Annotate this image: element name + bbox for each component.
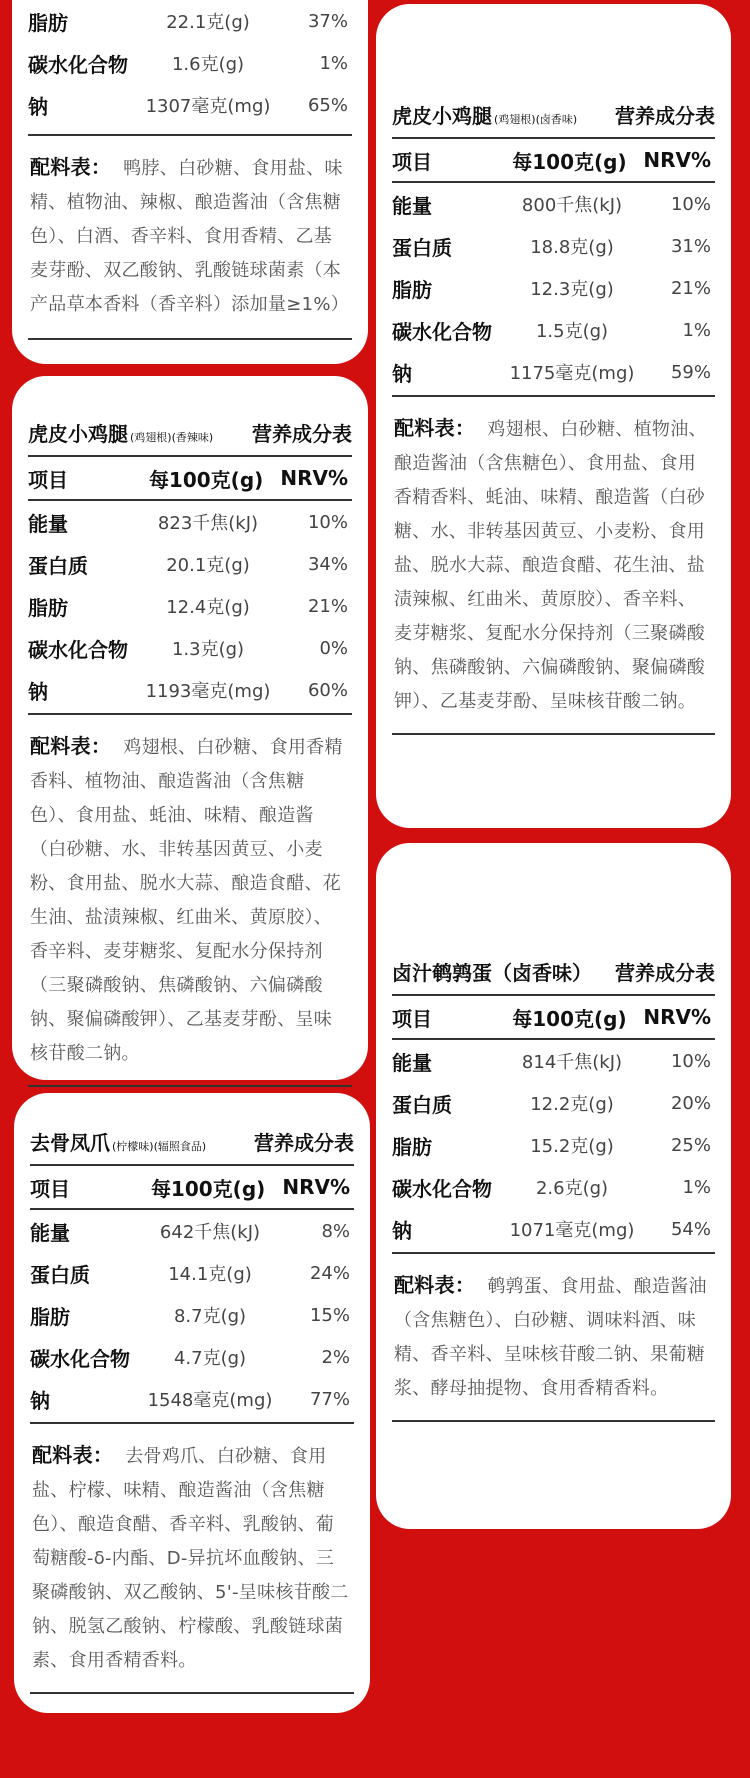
- nutrient-value: 1071毫克(mg): [509, 1220, 635, 1241]
- nutrient-row: [30, 1252, 354, 1294]
- nutrient-row: [28, 585, 352, 627]
- nutrient-name: 碳水化合物: [28, 52, 128, 77]
- nutrient-nrv: 2%: [321, 1346, 350, 1368]
- nutrient-name: 蛋白质: [30, 1262, 90, 1287]
- divider: [28, 134, 352, 136]
- ingredients-text: 鹌鹑蛋、食用盐、酿造酱油（含焦糖色）、白砂糖、调味料酒、味精、香辛料、呈味核苷酸二钠、果葡糖浆、酵母抽提物、食用香精香料。: [394, 1276, 707, 1399]
- ingredients-text: 鸡翅根、白砂糖、食用香精香料、植物油、酿造酱油（含焦糖色）、食用盐、蚝油、味精、酿造酱（白砂糖、水、非转基因黄豆、小麦粉、食用盐、脱水大蒜、酿造食醋、花生油、盐渍辣椒、红曲米、黄原胶）、香辛料、麦芽糖浆、复配水分保持剂（三聚磷酸钠、焦磷酸钠、六偏磷酸钠、聚偏磷酸钾）、乙基麦芽酚、呈味核苷酸二钠。: [30, 737, 343, 1064]
- nutrient-row: [30, 1336, 354, 1378]
- nutrient-row: [28, 42, 352, 84]
- nutrient-row: [392, 1082, 715, 1124]
- product-name: 去骨凤爪: [30, 1131, 110, 1155]
- nutrient-name: 脂肪: [28, 595, 68, 620]
- ingredients-label: 配料表：: [30, 734, 112, 758]
- nutrient-name: 脂肪: [30, 1304, 70, 1329]
- product-name: 虎皮小鸡腿: [28, 422, 128, 446]
- nutrient-name: 碳水化合物: [30, 1346, 130, 1371]
- nutrient-name: 碳水化合物: [28, 637, 128, 662]
- nutrient-row: [392, 1040, 715, 1082]
- ingredients-block: [30, 1438, 354, 1678]
- nutrient-value: 1548毫克(mg): [147, 1390, 273, 1411]
- nutrition-card-quail-eggs: [376, 843, 731, 1529]
- nutrient-nrv: 0%: [319, 637, 348, 659]
- table-title: 营养成分表: [615, 104, 715, 128]
- nutrient-value: 20.1克(g): [166, 555, 250, 576]
- nutrient-nrv: 21%: [307, 595, 348, 617]
- divider: [392, 733, 715, 735]
- nutrient-nrv: 54%: [670, 1218, 711, 1240]
- card-title: [392, 957, 715, 986]
- product-subtitle: (鸡翅根)(卤香味): [494, 113, 578, 126]
- nutrient-row: [392, 225, 715, 267]
- ingredients-label: 配料表：: [30, 155, 112, 179]
- nutrient-name: 碳水化合物: [392, 1176, 492, 1201]
- ingredients-text: 去骨鸡爪、白砂糖、食用盐、柠檬、味精、酿造酱油（含焦糖色）、酿造食醋、香辛料、乳酸钠、葡萄糖酸-δ-内酯、D-异抗坏血酸钠、三聚磷酸钠、双乙酸钠、5'-呈味核苷酸二钠、脱氢乙酸钠、柠檬酸、乳酸链球菌素、食用香精香料。: [32, 1446, 349, 1671]
- nutrient-nrv: 1%: [319, 52, 348, 74]
- nutrient-nrv: 1%: [682, 319, 711, 341]
- nutrient-row: [28, 669, 352, 711]
- col-per100: 每100克(g): [512, 149, 627, 174]
- nutrient-value: 814千焦(kJ): [521, 1052, 623, 1073]
- nutrient-nrv: 21%: [670, 277, 711, 299]
- nutrient-row: [30, 1378, 354, 1420]
- card-title: [28, 418, 352, 447]
- product-name: 卤汁鹌鹑蛋（卤香味）: [392, 961, 592, 985]
- table-title: 营养成分表: [254, 1131, 354, 1155]
- nutrient-value: 1.3克(g): [171, 639, 245, 660]
- nutrient-name: 能量: [392, 1050, 432, 1075]
- divider: [392, 395, 715, 397]
- nutrient-value: 823千焦(kJ): [157, 513, 259, 534]
- ingredients-block: [28, 150, 352, 322]
- col-item: 项目: [392, 1006, 432, 1031]
- nutrient-name: 能量: [28, 511, 68, 536]
- nutrient-value: 12.2克(g): [530, 1094, 614, 1115]
- nutrient-value: 18.8克(g): [530, 237, 614, 258]
- nutrient-nrv: 65%: [307, 94, 348, 116]
- divider: [28, 713, 352, 715]
- nutrient-nrv: 1%: [682, 1176, 711, 1198]
- table-title: 营养成分表: [252, 422, 352, 446]
- nutrient-name: 钠: [28, 679, 48, 704]
- card-title: [30, 1127, 354, 1156]
- nutrient-value: 22.1克(g): [166, 12, 250, 33]
- nutrition-card-deboned-feet: [14, 1093, 370, 1713]
- nutrient-nrv: 10%: [670, 1050, 711, 1072]
- nutrient-value: 12.4克(g): [166, 597, 250, 618]
- ingredients-text: 鸡翅根、白砂糖、植物油、酿造酱油（含焦糖色）、食用盐、食用香精香料、蚝油、味精、酿造酱（白砂糖、水、非转基因黄豆、小麦粉、食用盐、脱水大蒜、酿造食醋、花生油、盐渍辣椒、红曲米、黄原胶）、香辛料、麦芽糖浆、复配水分保持剂（三聚磷酸钠、焦磷酸钠、六偏磷酸钠、聚偏磷酸钾）、乙基麦芽酚、呈味核苷酸二钠。: [394, 419, 707, 712]
- nutrient-name: 能量: [30, 1220, 70, 1245]
- col-item: 项目: [28, 467, 68, 492]
- col-nrv: NRV%: [280, 466, 348, 490]
- table-header: [30, 1166, 354, 1208]
- nutrient-nrv: 31%: [670, 235, 711, 257]
- divider: [28, 1085, 352, 1087]
- nutrient-name: 钠: [392, 361, 412, 386]
- table-header: [392, 139, 715, 181]
- divider: [30, 1422, 354, 1424]
- nutrient-value: 800千焦(kJ): [521, 195, 623, 216]
- nutrient-name: 碳水化合物: [392, 319, 492, 344]
- product-subtitle: (柠檬味)(辐照食品): [112, 1140, 207, 1153]
- nutrition-card-chicken-spicy: [12, 376, 368, 1080]
- nutrient-row: [392, 183, 715, 225]
- divider: [28, 338, 352, 340]
- nutrient-row: [392, 267, 715, 309]
- table-title: 营养成分表: [615, 961, 715, 985]
- col-item: 项目: [30, 1176, 70, 1201]
- nutrient-row: [28, 501, 352, 543]
- nutrient-value: 2.6克(g): [535, 1178, 609, 1199]
- nutrient-nrv: 60%: [307, 679, 348, 701]
- nutrient-row: [392, 1166, 715, 1208]
- nutrient-name: 脂肪: [28, 10, 68, 35]
- col-per100: 每100克(g): [148, 467, 264, 492]
- card-title: [392, 100, 715, 129]
- nutrient-value: 8.7克(g): [173, 1306, 247, 1327]
- col-nrv: NRV%: [643, 1005, 711, 1029]
- nutrient-nrv: 77%: [309, 1388, 350, 1410]
- nutrient-value: 1.5克(g): [535, 321, 609, 342]
- nutrient-value: 12.3克(g): [530, 279, 614, 300]
- nutrient-name: 脂肪: [392, 1134, 432, 1159]
- divider: [392, 1420, 715, 1422]
- nutrient-row: [30, 1294, 354, 1336]
- nutrient-name: 蛋白质: [392, 235, 452, 260]
- nutrition-card-duck-neck: [12, 0, 368, 364]
- ingredients-label: 配料表：: [394, 416, 476, 440]
- ingredients-block: [28, 729, 352, 1071]
- ingredients-label: 配料表：: [32, 1443, 114, 1467]
- nutrient-row: [392, 351, 715, 393]
- nutrient-nrv: 24%: [309, 1262, 350, 1284]
- nutrient-value: 1.6克(g): [171, 54, 245, 75]
- nutrient-row: [392, 309, 715, 351]
- nutrient-name: 能量: [392, 193, 432, 218]
- divider: [30, 1692, 354, 1694]
- nutrient-value: 1307毫克(mg): [145, 96, 271, 117]
- ingredients-text: 鸭脖、白砂糖、食用盐、味精、植物油、辣椒、酿造酱油（含焦糖色）、白酒、香辛料、食用香精、乙基麦芽酚、双乙酸钠、乳酸链球菌素（本产品草本香料（香辛料）添加量≥1%）: [30, 158, 350, 315]
- table-header: [28, 457, 352, 499]
- nutrient-nrv: 59%: [670, 361, 711, 383]
- ingredients-block: [392, 411, 715, 719]
- nutrient-row: [392, 1124, 715, 1166]
- nutrient-nrv: 20%: [670, 1092, 711, 1114]
- product-subtitle: (鸡翅根)(香辣味): [130, 431, 214, 444]
- nutrient-row: [28, 0, 352, 42]
- nutrient-name: 钠: [392, 1218, 412, 1243]
- nutrient-row: [28, 84, 352, 126]
- nutrient-row: [28, 627, 352, 669]
- nutrient-nrv: 8%: [321, 1220, 350, 1242]
- nutrient-name: 钠: [28, 94, 48, 119]
- nutrient-row: [30, 1210, 354, 1252]
- nutrient-name: 蛋白质: [392, 1092, 452, 1117]
- nutrition-card-chicken-braised: [376, 4, 731, 828]
- divider: [392, 1252, 715, 1254]
- col-item: 项目: [392, 149, 432, 174]
- ingredients-block: [392, 1268, 715, 1406]
- nutrient-nrv: 10%: [307, 511, 348, 533]
- nutrient-name: 钠: [30, 1388, 50, 1413]
- nutrient-value: 1175毫克(mg): [509, 363, 635, 384]
- nutrient-value: 1193毫克(mg): [145, 681, 271, 702]
- nutrient-row: [28, 543, 352, 585]
- nutrient-nrv: 10%: [670, 193, 711, 215]
- col-per100: 每100克(g): [150, 1176, 266, 1201]
- table-header: [392, 996, 715, 1038]
- nutrient-row: [392, 1208, 715, 1250]
- col-per100: 每100克(g): [512, 1006, 627, 1031]
- nutrient-nrv: 34%: [307, 553, 348, 575]
- nutrient-nrv: 37%: [307, 10, 348, 32]
- col-nrv: NRV%: [643, 148, 711, 172]
- nutrient-value: 4.7克(g): [173, 1348, 247, 1369]
- nutrient-value: 14.1克(g): [168, 1264, 252, 1285]
- nutrient-value: 15.2克(g): [530, 1136, 614, 1157]
- nutrient-name: 蛋白质: [28, 553, 88, 578]
- col-nrv: NRV%: [282, 1175, 350, 1199]
- nutrient-name: 脂肪: [392, 277, 432, 302]
- product-name: 虎皮小鸡腿: [392, 104, 492, 128]
- nutrient-value: 642千焦(kJ): [159, 1222, 261, 1243]
- nutrient-nrv: 25%: [670, 1134, 711, 1156]
- nutrient-nrv: 15%: [309, 1304, 350, 1326]
- ingredients-label: 配料表：: [394, 1273, 476, 1297]
